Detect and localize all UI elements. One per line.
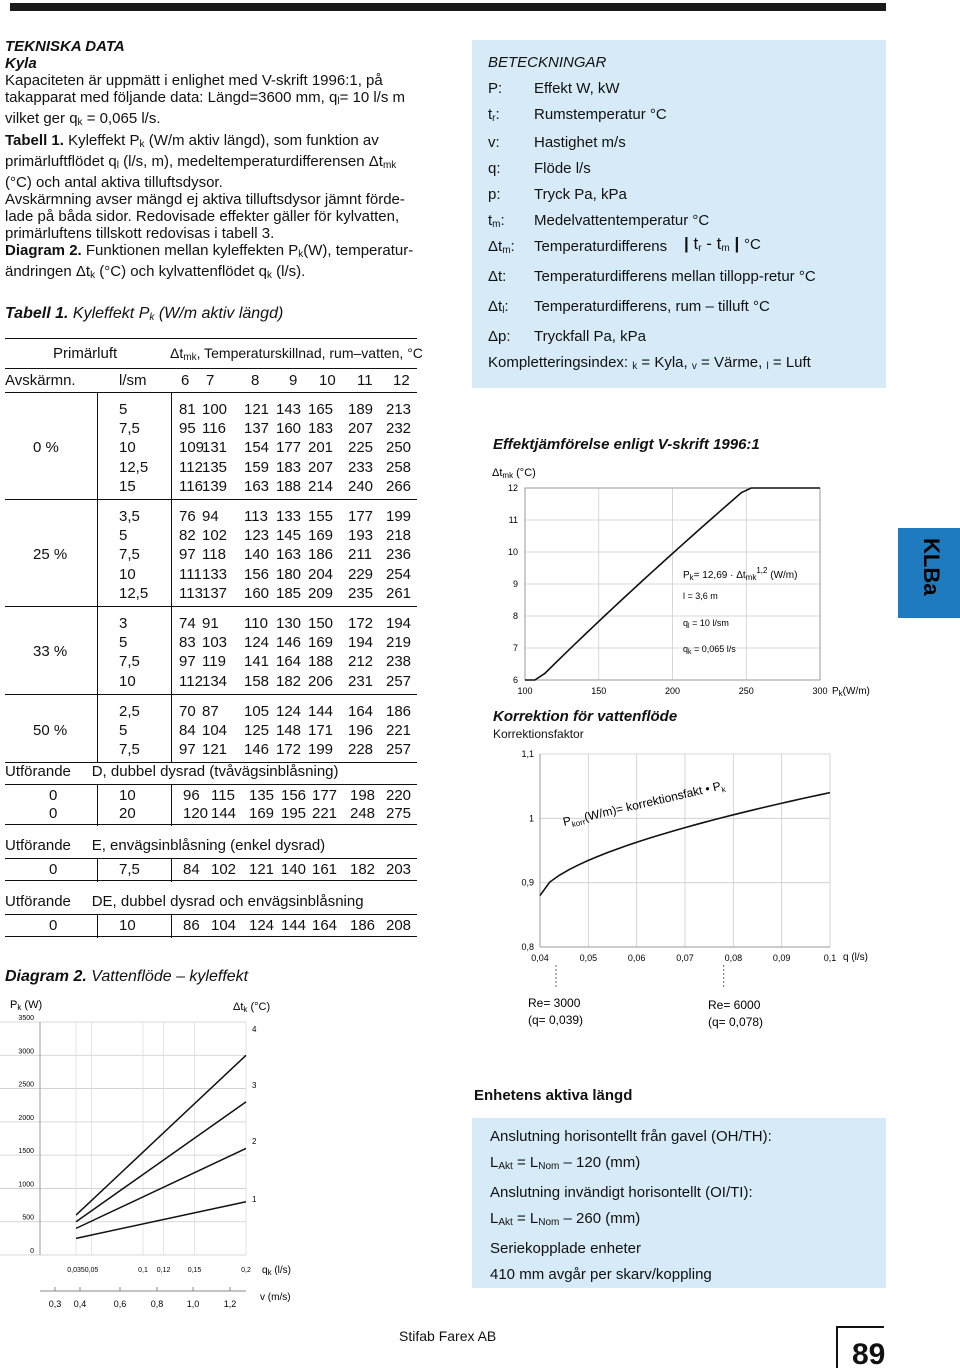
table-cell: 207 xyxy=(308,458,334,476)
table-cell: 140 xyxy=(281,861,307,878)
korrektion-xlabel: q (l/s) xyxy=(843,952,868,963)
table-cell: 120 xyxy=(183,805,209,822)
v-tick: 0,3 xyxy=(48,1299,62,1309)
table-cell: 198 xyxy=(350,787,376,804)
effekt-ql: $q_l = 10$ l/sm xyxy=(683,618,729,630)
x-tick: 0,08 xyxy=(724,953,743,963)
utforande-title: Utförande DE, dubbel dysrad och envägsinblåsning xyxy=(5,893,364,910)
diagram2-chart xyxy=(0,990,460,1320)
table-cell: 160 xyxy=(244,584,270,602)
table-cell: 221 xyxy=(386,722,412,739)
v-tick: 0,4 xyxy=(73,1299,87,1309)
table-cell: 156 xyxy=(244,565,270,583)
ls-header: l/sm xyxy=(119,372,147,389)
x-tick: 0,05 xyxy=(84,1267,99,1274)
table-cell: 105 xyxy=(244,702,270,720)
diag2-ylabel: Pk (W) xyxy=(10,999,43,1012)
table-cell: 232 xyxy=(386,420,412,438)
table-cell: 134 xyxy=(202,672,228,690)
beteckningar-title: BETECKNINGAR xyxy=(488,54,607,71)
diagram-description: Diagram 2. Funktionen mellan kyleffekten $P_k(W)$, temperatur- ändringen $\Delta t_k$ (°C) och kylvattenflödet $q_k$ (l/s). xyxy=(5,242,414,281)
table-cell: 236 xyxy=(386,546,412,564)
table-cell: 199 xyxy=(308,741,334,759)
table-cell: 94 xyxy=(202,508,219,525)
utforande-a: 0 xyxy=(49,917,58,934)
x-tick: 0,07 xyxy=(676,953,694,963)
table-cell: 124 xyxy=(244,634,270,652)
utforande-a: 0 xyxy=(49,787,58,804)
table-cell: 146 xyxy=(276,634,302,652)
x-tick: 200 xyxy=(664,686,681,696)
table-cell: 83 xyxy=(179,634,196,652)
table-cell: 194 xyxy=(348,634,374,652)
diagram2-title: Diagram 2. Vattenflöde – kyleffekt xyxy=(5,968,249,985)
table-cell: 125 xyxy=(244,722,270,739)
table-cell: 169 xyxy=(308,527,334,545)
intro-line-1: Kapaciteten är uppmätt i enlighet med V-skrift 1996:1, på xyxy=(5,72,383,89)
table-cell: 160 xyxy=(276,420,302,438)
table-cell: 177 xyxy=(276,439,302,457)
table-cell: 188 xyxy=(308,653,334,671)
table-cell: 111 xyxy=(179,565,202,583)
table-cell: 103 xyxy=(202,634,228,652)
table-cell: 154 xyxy=(244,439,270,457)
table-cell: 171 xyxy=(308,722,334,739)
table-cell: 133 xyxy=(202,565,228,583)
utforande-title: Utförande D, dubbel dysrad (tvåvägsinblåsning) xyxy=(5,763,339,780)
table-cell: 212 xyxy=(348,653,374,671)
table-cell: 231 xyxy=(348,672,374,690)
x-tick: 0,05 xyxy=(579,953,598,963)
intro-block xyxy=(5,38,445,131)
table-cell: 100 xyxy=(202,401,228,418)
table-cell: 186 xyxy=(350,917,376,934)
table-cell: 131 xyxy=(202,439,228,457)
flow-value: 7,5 xyxy=(119,420,140,438)
v-tick: 0,8 xyxy=(150,1299,164,1309)
intro-line-2: takapparat med följande data: Längd=3600 mm, $q_l= 10$ l/s m xyxy=(5,89,406,107)
x-tick: 0,2 xyxy=(241,1267,251,1274)
table-cell: 233 xyxy=(348,458,374,476)
table-cell: 97 xyxy=(179,741,196,759)
top-rule xyxy=(10,3,886,11)
flow-value: 2,5 xyxy=(119,702,140,720)
curve-label: 4 xyxy=(252,1025,257,1034)
flow-value: 12,5 xyxy=(119,584,149,602)
table-cell: 185 xyxy=(276,584,302,602)
flow-value: 3 xyxy=(119,615,128,632)
table-cell: 204 xyxy=(308,565,334,583)
table-cell: 183 xyxy=(308,420,334,438)
curve-label: 2 xyxy=(252,1137,257,1146)
temp-col-header: 8 xyxy=(251,372,260,389)
table-cell: 248 xyxy=(350,805,376,822)
table-cell: 208 xyxy=(386,917,412,934)
diag2-xlabel: $q_k$ (l/s) xyxy=(262,1265,292,1277)
table-cell: 164 xyxy=(312,917,338,934)
temp-col-header: 6 xyxy=(181,372,190,389)
diag2-series-line xyxy=(76,1102,246,1222)
table-cell: 213 xyxy=(386,401,412,418)
y-tick: 2000 xyxy=(18,1114,34,1122)
y-tick: 1 xyxy=(528,813,534,824)
flow-value: 5 xyxy=(119,401,128,418)
x-tick: 0,1 xyxy=(138,1267,148,1274)
table-cell: 143 xyxy=(276,401,302,418)
y-tick: 1500 xyxy=(18,1148,34,1156)
table-cell: 150 xyxy=(308,615,334,632)
table-cell: 225 xyxy=(348,439,374,457)
korrektion-formula: $P_{korr}(W/m)=$ korrektionsfakt • $P_k$ xyxy=(561,778,727,830)
x-tick: 250 xyxy=(738,686,754,696)
utforande-title: Utförande E, envägsinblåsning (enkel dysrad) xyxy=(5,837,326,854)
table-cell: 196 xyxy=(348,722,374,739)
footer-company: Stifab Farex AB xyxy=(399,1328,497,1344)
table-cell: 141 xyxy=(244,653,270,671)
korrektion-chart xyxy=(470,742,890,1032)
table-cell: 183 xyxy=(276,458,302,476)
table-cell: 116 xyxy=(202,420,226,438)
x-tick: 0,12 xyxy=(156,1267,171,1274)
table-cell: 112 xyxy=(179,458,203,476)
table-cell: 133 xyxy=(276,508,302,525)
primarluft-header: Primärluft xyxy=(53,345,118,362)
y-tick: 12 xyxy=(507,483,518,493)
table-cell: 207 xyxy=(348,420,374,438)
table-cell: 189 xyxy=(348,401,374,418)
table-cell: 186 xyxy=(308,546,334,564)
v-tick: 1,0 xyxy=(186,1299,200,1309)
table-cell: 137 xyxy=(202,584,228,602)
table-cell: 91 xyxy=(202,615,219,632)
re1b: (q= 0,039) xyxy=(528,1013,584,1027)
avskarmn-header: Avskärmn. xyxy=(5,372,76,389)
table-cell: 116 xyxy=(179,477,203,495)
table-cell: 113 xyxy=(179,584,203,602)
table-cell: 228 xyxy=(348,741,374,759)
temp-col-header: 10 xyxy=(319,372,336,389)
effekt-title: Effektjämförelse enligt V-skrift 1996:1 xyxy=(493,436,760,453)
table-cell: 144 xyxy=(211,805,237,822)
avskarmn-label: 0 % xyxy=(33,439,59,456)
beteckningar-box: BETECKNINGAR P: Effekt W, kW $t_r$: Rumstemperatur °C v: Hastighet m/s q: Flöde l/s p: Tryck Pa, kPa $t_m$: Medelvattentemperatur °C $\Delta t_m$: Temperaturdifferens | $t_r - t_m$ | °C Δt: Temperaturdifferens mellan tillopp-retur °C $\Delta t_l$: Temperaturdifferens, rum – tilluft °C Δp: Tryckfall Pa, kPa Kompletteringsindex: $_k$ = Kyla, $_v$ = Värme, $_l$ = Luft xyxy=(472,40,886,388)
table-cell: 102 xyxy=(211,861,237,878)
utforande-a: 0 xyxy=(49,861,58,878)
table-cell: 164 xyxy=(348,702,374,720)
table-cell: 112 xyxy=(179,672,203,690)
temp-col-header: 11 xyxy=(357,372,373,389)
avskarmn-label: 33 % xyxy=(33,643,68,661)
section-title: TEKNISKA DATA xyxy=(5,38,125,55)
table-cell: 257 xyxy=(386,672,412,690)
table-cell: 163 xyxy=(276,546,302,564)
table-cell: 144 xyxy=(308,702,334,720)
y-tick: 6 xyxy=(512,675,518,685)
y-tick: 500 xyxy=(22,1214,34,1222)
table-cell: 172 xyxy=(276,741,302,759)
x-tick: 0,15 xyxy=(187,1267,202,1274)
table-cell: 86 xyxy=(183,917,200,934)
table-cell: 119 xyxy=(202,653,226,671)
flow-value: 7,5 xyxy=(119,546,140,564)
aktiva-langd-box: Anslutning horisontellt från gavel (OH/TH): $L_{Akt} = L_{Nom} - 120$ (mm) Anslutning invändigt horisontellt (OI/TI): $L_{Akt} = L_{Nom} - 260$ (mm) Seriekopplade enheter 410 mm avgår per skarv/koppling xyxy=(472,1118,886,1288)
utforande-b: 7,5 xyxy=(119,861,140,878)
table-cell: 163 xyxy=(244,477,270,495)
table-cell: 121 xyxy=(202,741,228,759)
table-cell: 97 xyxy=(179,653,196,671)
re1: Re= 3000 xyxy=(528,996,581,1010)
table-cell: 275 xyxy=(386,805,412,822)
tabell-description: Tabell 1. Kyleffekt $P_k$ (W/m aktiv längd), som funktion av primärluftflödet $q_l$ (l/s, m), medeltemperaturdifferensen $\Delta t_{mk}$ (°C) och antal aktiva tilluftsdysor. Avskärmning avser mängd ej aktiva tilluftsdysor jämnt förde- lade på båda sidor. Redovisade effekter gäller för kylvatten, primärluftens tillskott redovisas i tabell 3. xyxy=(5,132,405,242)
table-cell: 140 xyxy=(244,546,270,564)
table-cell: 182 xyxy=(350,861,376,878)
table-cell: 201 xyxy=(308,439,334,457)
table-cell: 221 xyxy=(312,805,338,822)
table-cell: 102 xyxy=(202,527,228,545)
table-cell: 177 xyxy=(348,508,374,525)
table-cell: 261 xyxy=(386,584,412,602)
table-cell: 130 xyxy=(276,615,302,632)
re2: Re= 6000 xyxy=(708,998,761,1012)
table-cell: 121 xyxy=(249,861,275,878)
flow-value: 10 xyxy=(119,439,136,457)
table-cell: 110 xyxy=(244,615,268,632)
table-cell: 113 xyxy=(244,508,268,525)
table-cell: 70 xyxy=(179,702,196,720)
flow-value: 7,5 xyxy=(119,741,140,759)
effekt-chart xyxy=(470,458,890,698)
table-cell: 144 xyxy=(281,917,307,934)
utforande-b: 20 xyxy=(119,805,136,822)
avskarmn-label: 25 % xyxy=(33,546,68,563)
table-cell: 96 xyxy=(183,787,200,804)
y-tick: 3000 xyxy=(18,1048,34,1056)
table-cell: 123 xyxy=(244,527,270,545)
utforande-tables xyxy=(5,758,417,948)
table-cell: 165 xyxy=(308,401,334,418)
re2b: (q= 0,078) xyxy=(708,1015,764,1029)
table-cell: 240 xyxy=(348,477,374,495)
y-tick: 1,1 xyxy=(521,749,534,759)
korrektion-ylabel: Korrektionsfaktor xyxy=(493,727,584,741)
table-cell: 145 xyxy=(276,527,302,545)
y-tick: 0 xyxy=(30,1248,34,1255)
table-cell: 104 xyxy=(211,917,237,934)
table-cell: 193 xyxy=(348,527,374,545)
table-cell: 87 xyxy=(202,702,219,720)
table-cell: 155 xyxy=(308,508,334,525)
temp-col-header: 9 xyxy=(289,372,298,389)
table-cell: 169 xyxy=(308,634,334,652)
flow-value: 15 xyxy=(119,477,136,495)
x-tick: 300 xyxy=(812,686,828,696)
table-cell: 164 xyxy=(276,653,302,671)
table-cell: 220 xyxy=(386,787,412,804)
diag2-series-line xyxy=(76,1055,246,1215)
x-tick: 0,1 xyxy=(823,953,837,963)
table-cell: 135 xyxy=(202,458,228,476)
y-tick: 7 xyxy=(512,643,518,653)
diag2-vlabel: v (m/s) xyxy=(260,1292,291,1303)
table-cell: 250 xyxy=(386,439,412,457)
table-cell: 194 xyxy=(386,615,412,632)
x-tick: 0,09 xyxy=(772,953,791,963)
flow-value: 5 xyxy=(119,722,128,739)
y-tick: 8 xyxy=(512,611,518,621)
temp-col-header: 12 xyxy=(393,372,410,389)
table-cell: 84 xyxy=(183,861,200,878)
table-cell: 118 xyxy=(202,546,226,564)
flow-value: 5 xyxy=(119,527,128,545)
komplettering: Kompletteringsindex: $_k$ = Kyla, $_v$ = Värme, $_l$ = Luft xyxy=(488,354,811,372)
x-tick: 0,04 xyxy=(531,953,549,963)
table-cell: 159 xyxy=(244,458,270,476)
table-cell: 124 xyxy=(249,917,275,934)
y-tick: 10 xyxy=(507,547,518,557)
table-cell: 137 xyxy=(244,420,270,438)
flow-value: 12,5 xyxy=(119,458,149,476)
y-tick: 3500 xyxy=(18,1015,34,1022)
table-cell: 235 xyxy=(348,584,374,602)
table-cell: 209 xyxy=(308,584,334,602)
flow-value: 7,5 xyxy=(119,653,140,671)
effekt-length: l = 3,6 m xyxy=(683,591,718,601)
table-cell: 180 xyxy=(276,565,302,583)
y-tick: 2500 xyxy=(18,1081,34,1089)
effekt-xlabel: $P_k(W/m)$ xyxy=(832,686,870,698)
aktiva-langd-title: Enhetens aktiva längd xyxy=(474,1087,633,1104)
x-tick: 0,06 xyxy=(627,953,646,963)
table-cell: 121 xyxy=(244,401,270,418)
page-number: 89 xyxy=(852,1338,886,1371)
table-cell: 219 xyxy=(386,634,412,652)
table-cell: 169 xyxy=(249,805,275,822)
table-cell: 229 xyxy=(348,565,374,583)
table-cell: 156 xyxy=(281,787,307,804)
effekt-formula: $P_k= 12,69 \cdot \Delta t_{mk}^{1,2}$ (W/m) xyxy=(683,566,798,582)
table-cell: 206 xyxy=(308,672,334,690)
table-cell: 203 xyxy=(386,861,412,878)
table-cell: 84 xyxy=(179,722,196,739)
y-tick: 1000 xyxy=(18,1181,34,1189)
x-tick: 100 xyxy=(517,686,533,696)
table-cell: 172 xyxy=(348,615,374,632)
utforande-b: 10 xyxy=(119,917,136,934)
table-cell: 182 xyxy=(276,672,302,690)
table-cell: 211 xyxy=(348,546,372,564)
table-cell: 148 xyxy=(276,722,302,739)
y-tick: 0,9 xyxy=(521,877,534,888)
table-cell: 124 xyxy=(276,702,302,720)
flow-value: 10 xyxy=(119,672,136,690)
table-cell: 188 xyxy=(276,477,302,495)
intro-line-3: vilket ger $q_k = 0,065$ l/s. xyxy=(5,110,161,128)
table-cell: 238 xyxy=(386,653,412,671)
table-cell: 95 xyxy=(179,420,196,438)
table-cell: 177 xyxy=(312,787,338,804)
korrektion-title: Korrektion för vattenflöde xyxy=(493,708,678,725)
flow-value: 3,5 xyxy=(119,508,140,525)
table-cell: 199 xyxy=(386,508,412,525)
table-cell: 146 xyxy=(244,741,270,759)
table-cell: 254 xyxy=(386,565,412,583)
table-cell: 104 xyxy=(202,722,228,739)
utforande-a: 0 xyxy=(49,805,58,822)
table-cell: 161 xyxy=(312,861,338,878)
table-cell: 76 xyxy=(179,508,196,525)
table-cell: 81 xyxy=(179,401,196,418)
effekt-ylabel: Δtmk (°C) xyxy=(492,467,536,480)
table-cell: 214 xyxy=(308,477,334,495)
table-cell: 195 xyxy=(281,805,307,822)
table-cell: 139 xyxy=(202,477,228,495)
section-subtitle: Kyla xyxy=(5,55,37,72)
table-cell: 266 xyxy=(386,477,412,495)
table-cell: 218 xyxy=(386,527,412,545)
table-cell: 109 xyxy=(179,439,205,457)
dt-header: $\Delta t_{mk}$, Temperaturskillnad, rum–vatten, °C xyxy=(170,345,423,363)
table1 xyxy=(5,338,423,759)
curve-label: 3 xyxy=(252,1081,257,1090)
flow-value: 10 xyxy=(119,565,136,583)
diag2-dtlabel: Δtk (°C) xyxy=(233,1001,271,1014)
side-tab[interactable]: KLBa xyxy=(898,528,960,618)
curve-label: 1 xyxy=(252,1195,257,1204)
table-cell: 82 xyxy=(179,527,196,545)
table-cell: 135 xyxy=(249,787,275,804)
y-tick: 9 xyxy=(512,579,518,589)
table-cell: 74 xyxy=(179,615,196,632)
x-tick: 0,035 xyxy=(67,1267,85,1274)
y-tick: 11 xyxy=(508,515,518,525)
table1-title: Tabell 1. Kyleffekt $P_k$ (W/m aktiv längd) xyxy=(5,305,284,323)
flow-value: 5 xyxy=(119,634,128,652)
table-cell: 186 xyxy=(386,702,412,720)
v-tick: 0,6 xyxy=(113,1299,127,1309)
table-cell: 258 xyxy=(386,458,412,476)
table-cell: 257 xyxy=(386,741,412,759)
effekt-qk: $q_k = 0,065$ l/s xyxy=(683,644,736,656)
table-cell: 115 xyxy=(211,787,235,804)
table-cell: 97 xyxy=(179,546,196,564)
utforande-b: 10 xyxy=(119,787,136,804)
table-cell: 158 xyxy=(244,672,270,690)
x-tick: 150 xyxy=(591,686,607,696)
page-number-box xyxy=(836,1326,886,1371)
avskarmn-label: 50 % xyxy=(33,721,68,739)
temp-col-header: 7 xyxy=(206,372,215,389)
diag2-series-line xyxy=(76,1202,246,1239)
y-tick: 0,8 xyxy=(521,942,534,952)
v-tick: 1,2 xyxy=(223,1299,237,1309)
